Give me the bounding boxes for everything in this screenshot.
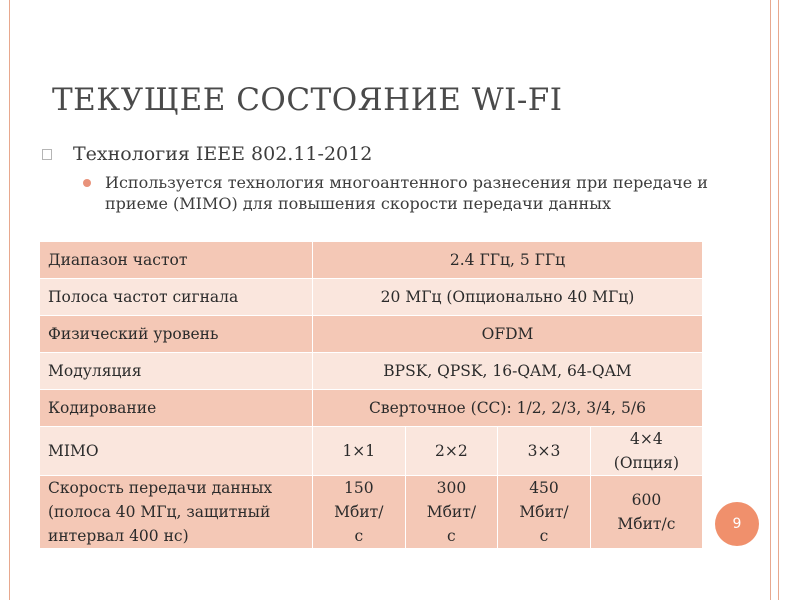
table-row xyxy=(40,279,703,316)
bullet-level1 xyxy=(42,143,372,165)
table-row-speed xyxy=(40,476,703,549)
row-label: Кодирование xyxy=(40,390,313,427)
speed-label: Скорость передачи данных (полоса 40 МГц, защитный интервал 400 нс) xyxy=(40,476,313,549)
row-label: Физический уровень xyxy=(40,316,313,353)
speed-value: 150 Мбит/с xyxy=(313,476,406,549)
mimo-value: 3×3 xyxy=(498,427,591,476)
row-value: 2.4 ГГц, 5 ГГц xyxy=(313,242,703,279)
speed-value: 300 Мбит/с xyxy=(405,476,498,549)
mimo-value: 1×1 xyxy=(313,427,406,476)
mimo-value: 2×2 xyxy=(405,427,498,476)
mimo-value: 4×4 (Опция) xyxy=(590,427,702,476)
bullet-level1-text: Технология IEEE 802.11-2012 xyxy=(73,143,373,165)
square-bullet-icon xyxy=(42,149,52,160)
right-border-line-outer xyxy=(778,0,779,600)
page-number-badge: 9 xyxy=(715,502,759,546)
table-row xyxy=(40,242,703,279)
row-label: Модуляция xyxy=(40,353,313,390)
mimo-label: MIMO xyxy=(40,427,313,476)
table-row xyxy=(40,390,703,427)
row-value: Сверточное (CC): 1/2, 2/3, 3/4, 5/6 xyxy=(313,390,703,427)
row-value: 20 МГц (Опционально 40 МГц) xyxy=(313,279,703,316)
slide-title: ТЕКУЩЕЕ СОСТОЯНИЕ WI-FI xyxy=(52,82,563,118)
table-row-mimo xyxy=(40,427,703,476)
bullet-level2 xyxy=(83,172,733,214)
dot-bullet-icon xyxy=(83,179,91,187)
spec-table xyxy=(40,242,703,549)
left-border-line xyxy=(9,0,10,600)
speed-value: 450 Мбит/с xyxy=(498,476,591,549)
table-row xyxy=(40,316,703,353)
table-row xyxy=(40,353,703,390)
row-label: Полоса частот сигнала xyxy=(40,279,313,316)
row-label: Диапазон частот xyxy=(40,242,313,279)
right-border-line xyxy=(770,0,771,600)
row-value: BPSK, QPSK, 16-QAM, 64-QAM xyxy=(313,353,703,390)
bullet-level2-text: Используется технология многоантенного разнесения при передаче и приеме (MIMO) для повышения скорости передачи данных xyxy=(105,173,708,213)
speed-value: 600 Мбит/с xyxy=(590,476,702,549)
row-value: OFDM xyxy=(313,316,703,353)
